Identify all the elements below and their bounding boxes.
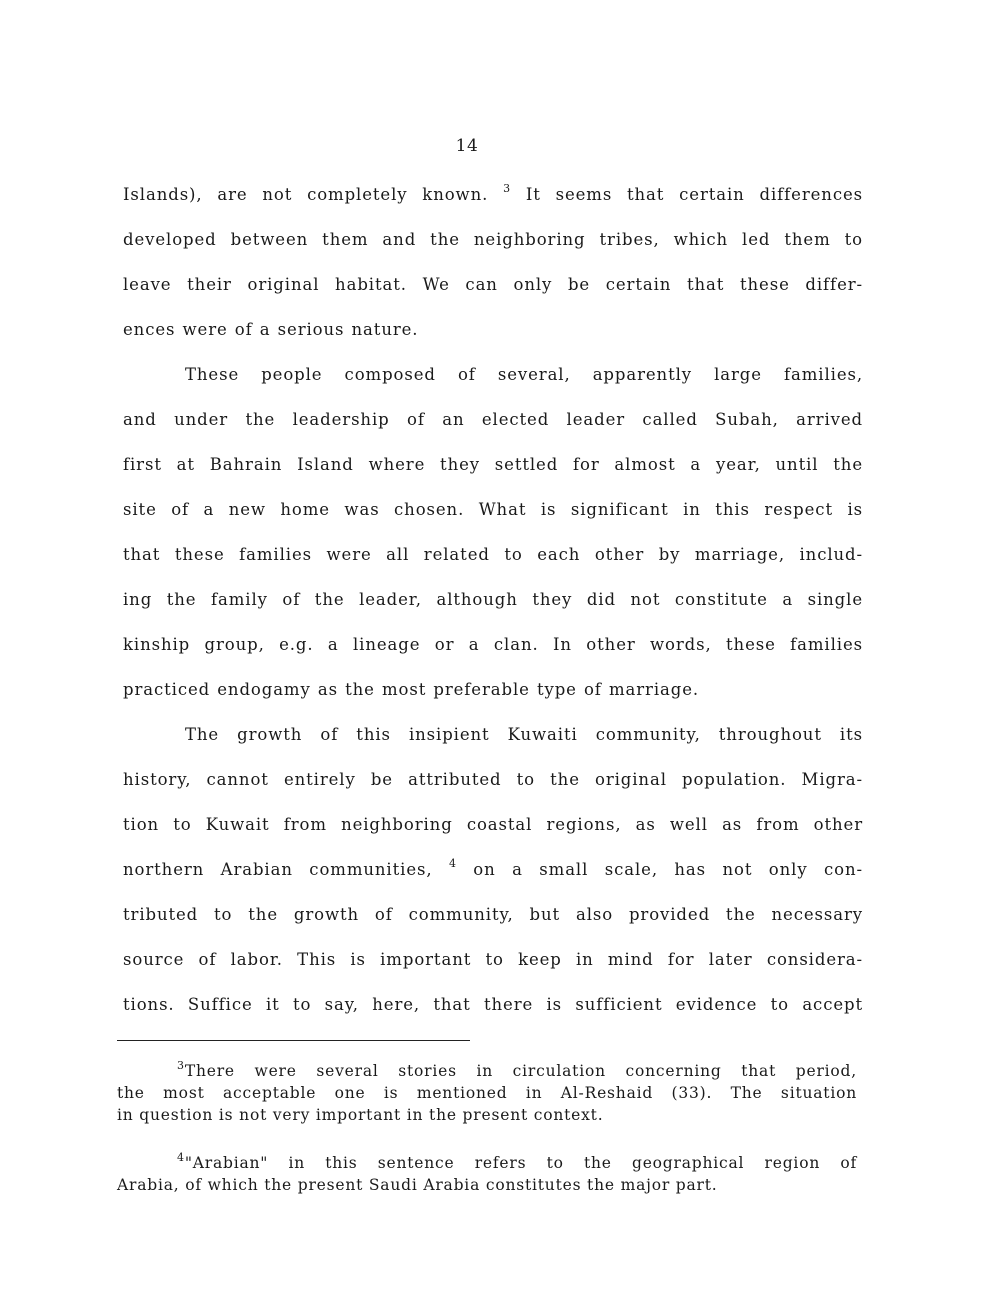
footnote-line: the most acceptable one is mentioned in Al-Reshaid (33). The situation <box>117 1084 857 1102</box>
text-line: practiced endogamy as the most preferable type of marriage. <box>123 680 699 699</box>
text-line: tributed to the growth of community, but also provided the necessary <box>123 905 863 924</box>
footnote-line: $^4$"Arabian" in this sentence refers to the geographical region of <box>177 1151 857 1172</box>
text-line: kinship group, e.g. a lineage or a clan. In other words, these families <box>123 635 863 654</box>
footnotes <box>117 1060 857 1222</box>
text-line: site of a new home was chosen. What is significant in this respect is <box>123 500 863 519</box>
body-text <box>123 172 863 1027</box>
footnote-reference: 4 <box>448 857 457 870</box>
text-line: Islands), are not completely known. $^3$ It seems that certain differences <box>123 182 863 204</box>
text-line: source of labor. This is important to keep in mind for later considera- <box>123 950 863 969</box>
footnote-line: Arabia, of which the present Saudi Arabia constitutes the major part. <box>117 1176 718 1194</box>
text-line: The growth of this insipient Kuwaiti community, throughout its <box>185 725 863 744</box>
footnote-reference: 3 <box>503 182 511 195</box>
text-line: These people composed of several, apparently large families, <box>185 365 863 384</box>
text-line: first at Bahrain Island where they settled for almost a year, until the <box>123 455 863 474</box>
text-line: northern Arabian communities, $^4$ on a small scale, has not only con- <box>123 857 863 879</box>
paragraph <box>123 352 863 712</box>
text-line: leave their original habitat. We can only be certain that these differ- <box>123 275 863 294</box>
text-line: developed between them and the neighboring tribes, which led them to <box>123 230 863 249</box>
footnote-mark: 3 <box>177 1059 185 1072</box>
text-line: tions. Suffice it to say, here, that there is sufficient evidence to accept <box>123 995 863 1014</box>
footnote-line: in question is not very important in the present context. <box>117 1106 604 1124</box>
text-line: history, cannot entirely be attributed to the original population. Migra- <box>123 770 863 789</box>
text-line: tion to Kuwait from neighboring coastal regions, as well as from other <box>123 815 863 834</box>
footnote-divider <box>117 1040 470 1041</box>
paragraph-continuation <box>123 172 863 352</box>
footnote-3 <box>117 1060 857 1126</box>
text-line: that these families were all related to each other by marriage, includ- <box>123 545 863 564</box>
text-line: ing the family of the leader, although they did not constitute a single <box>123 590 863 609</box>
text-line: and under the leadership of an elected leader called Subah, arrived <box>123 410 863 429</box>
footnote-mark: 4 <box>177 1151 185 1164</box>
footnote-line: $^3$There were several stories in circulation concerning that period, <box>177 1059 857 1080</box>
page-number: 14 <box>455 136 479 156</box>
text-line: ences were of a serious nature. <box>123 320 419 339</box>
footnote-4 <box>117 1152 857 1196</box>
paragraph <box>123 712 863 1027</box>
